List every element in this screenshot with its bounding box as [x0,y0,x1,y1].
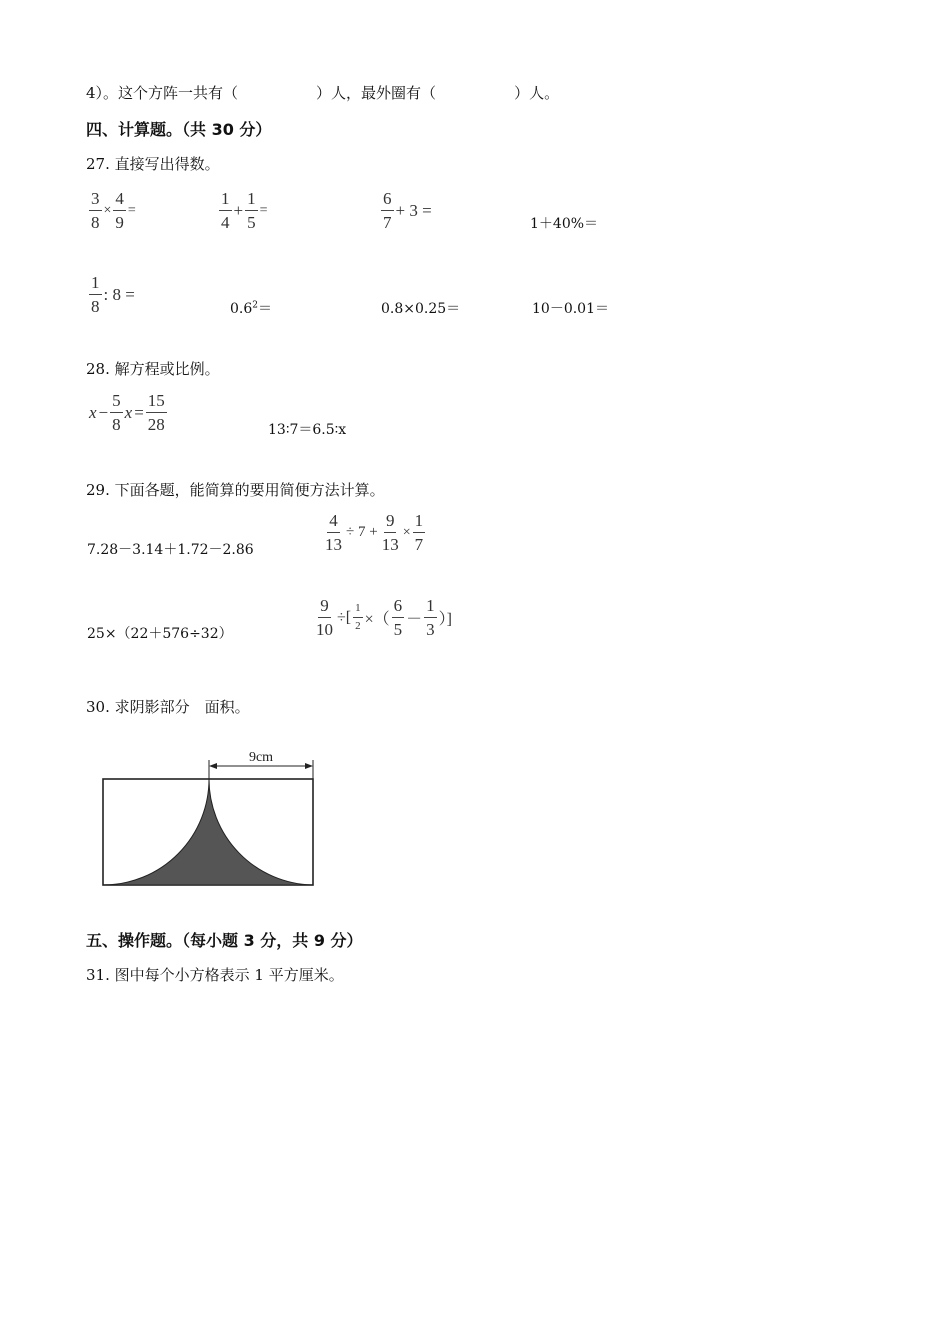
top-line-suffix: ）人。 [514,84,560,102]
fraction: $\frac{3}{8}$ [91,189,100,232]
q30-title: 30. 求阴影部分 面积。 [86,698,250,716]
q27-item-1 [88,190,137,231]
equals-sign: = [259,202,268,218]
q28-equation-2: 13∶7＝6.5∶x [268,422,347,438]
shaded-area-figure [96,740,326,895]
section-4-title: 四、计算题。（共 30 分） [86,120,272,139]
expression-rest: : 8 = [103,284,135,304]
operator: + [233,200,244,220]
q29-problem-3: 25×（22＋576÷32） [87,626,233,642]
q27-item-5 [88,274,136,315]
fraction: $\frac{5}{8}$ [112,391,121,434]
q27-title: 27. 直接写出得数。 [86,155,220,173]
q27-item-8: 10－0.01＝ [532,301,609,317]
q27-item-4: 1＋40%＝ [530,216,599,232]
q27-item-3 [380,190,433,231]
equals-sign: = [127,202,136,218]
q27-item-6: $0.6^2=$ [230,300,272,317]
q29-problem-2 [322,512,426,553]
q27-item-7: 0.8×0.25＝ [381,301,461,317]
fraction: $\frac{15}{28}$ [147,391,165,434]
q29-problem-4 [313,597,453,638]
operator: − [98,402,109,422]
expression-part: ×（ [364,611,390,628]
q29-title: 29. 下面各题，能简算的要用简便方法计算。 [86,481,385,499]
fraction: $\frac{6}{5}$ [393,596,403,639]
operator: － [406,611,423,628]
q28-title: 28. 解方程或比例。 [86,360,220,378]
top-line-mid: ）人，最外圈有（ [316,84,437,102]
dimension-label: 9cm [248,750,274,765]
fraction: $\frac{1}{5}$ [247,189,256,232]
equals-sign: = [134,402,144,422]
fraction: $\frac{1}{7}$ [414,511,424,554]
fraction: $\frac{6}{7}$ [383,189,392,232]
fraction: $\frac{1}{2}$ [355,602,361,632]
section-5-title: 五、操作题。（每小题 3 分，共 9 分） [86,931,363,950]
fraction: $\frac{9}{10}$ [316,596,333,639]
fraction: $\frac{4}{9}$ [115,189,124,232]
expression-part: ÷[ [337,608,352,626]
arrow-right-icon [305,763,313,769]
expression-part: ÷ 7 + [346,524,378,540]
fraction: $\frac{4}{13}$ [325,511,342,554]
fraction: $\frac{1}{8}$ [91,273,100,316]
q31-title: 31. 图中每个小方格表示 1 平方厘米。 [86,966,344,984]
top-line-prefix: 4）。这个方阵一共有（ [86,84,239,102]
q29-problem-1: 7.28－3.14＋1.72－2.86 [87,542,254,558]
top-line [86,82,559,103]
operator: × [402,524,411,540]
operator: × [103,202,112,218]
q28-equation-1 [88,392,168,433]
q27-item-2 [218,190,269,231]
expression-rest: + 3 = [395,200,432,220]
fraction: $\frac{1}{3}$ [426,596,435,639]
variable: x [124,402,133,422]
variable: x [89,402,97,422]
expression-part: ）] [438,611,452,628]
fraction: $\frac{9}{13}$ [381,511,399,554]
arrow-left-icon [209,763,217,769]
fraction: $\frac{1}{4}$ [221,189,230,232]
